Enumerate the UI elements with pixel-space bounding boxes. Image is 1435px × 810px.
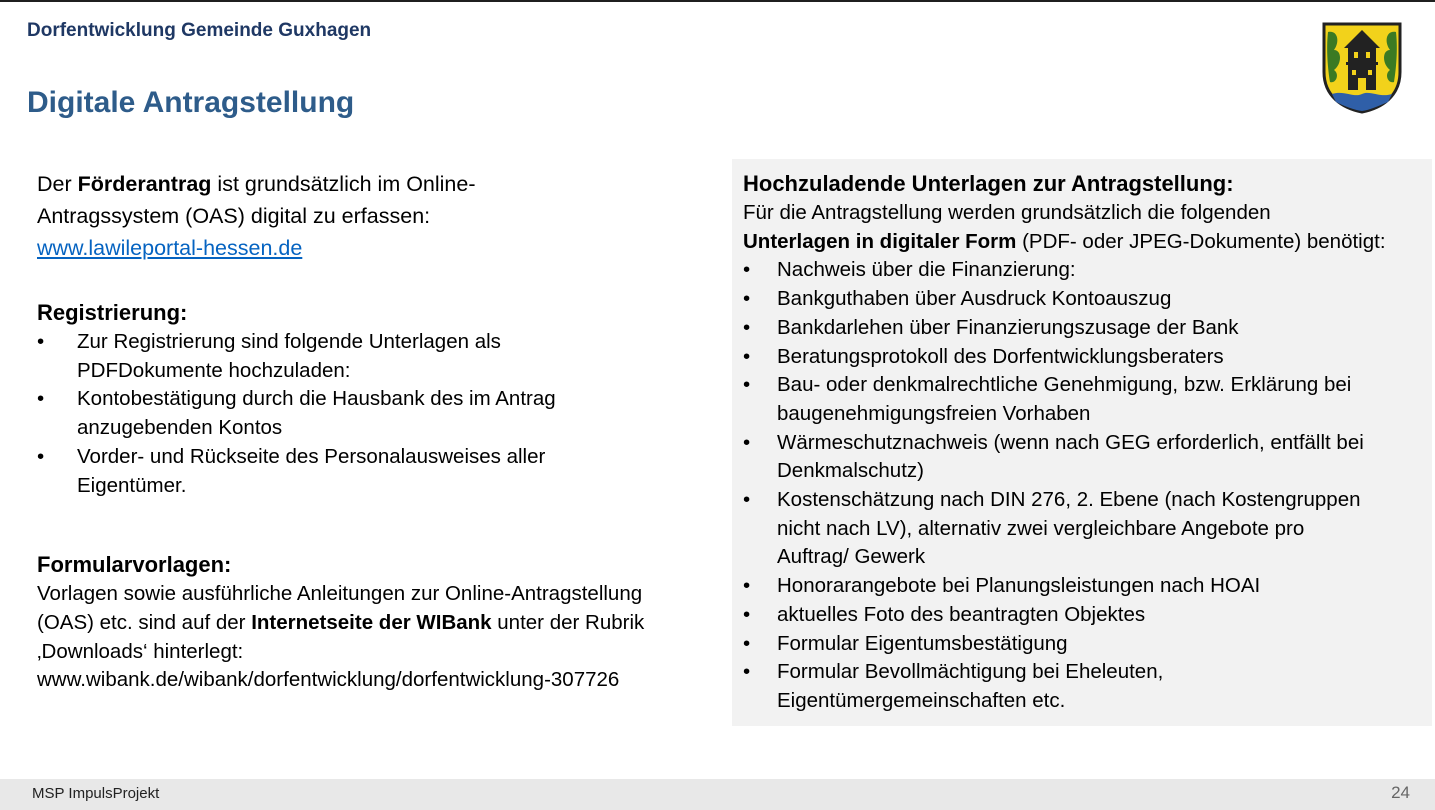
registrierung-list [37,328,707,500]
list-item: • Formular Bevollmächtigung bei Eheleuten, Eigentümergemeinschaften etc. [743,660,1164,712]
page-number: 24 [1391,783,1410,802]
bullet-icon: • [743,430,751,454]
footer-label: MSP ImpulsProjekt [32,785,160,802]
intro-text-1: Der [37,172,78,196]
list-item: • Formular Eigentumsbestätigung [743,630,1428,659]
list-item: • Vorder- und Rückseite des Personalausweises aller Eigentümer. [37,444,546,497]
registrierung-heading: Registrierung: [37,300,188,325]
bullet-icon: • [743,315,751,339]
documents-panel [732,159,1432,726]
bullet-icon: • [743,660,751,684]
top-divider [0,0,1435,2]
intro-paragraph [37,168,707,264]
list-item: • aktuelles Foto des beantragten Objektes [743,601,1428,630]
bullet-icon: • [743,344,751,368]
page-title: Digitale Antragstellung [27,86,355,119]
bullet-icon: • [743,631,751,655]
intro-bold-foerderantrag: Förderantrag [77,172,212,196]
list-item: • Bankdarlehen über Finanzierungszusage der Bank [743,314,1428,343]
list-item: • Bau- oder denkmalrechtliche Genehmigung, bzw. Erklärung bei baugenehmigungsfreien Vorhaben [743,373,1352,425]
list-item: • Kontobestätigung durch die Hausbank des im Antrag anzugebenden Kontos [37,387,556,440]
documents-heading: Hochzuladende Unterlagen zur Antragstellung: [743,171,1234,196]
bullet-icon: • [743,287,751,311]
intro-text-3: Antragssystem (OAS) digital zu erfassen: [37,204,431,228]
list-item: • Honorarangebote bei Planungsleistungen nach HOAI [743,572,1428,601]
wibank-bold: Internetseite der WIBank [251,610,492,634]
documents-intro: Für die Antragstellung werden grundsätzlich die folgenden Unterlagen in digitaler Form (PDF- oder JPEG-Dokumente) benötigt: [743,201,1386,253]
documents-list [743,256,1428,715]
list-item: • Nachweis über die Finanzierung: [743,256,1428,285]
bullet-icon: • [37,444,45,468]
wibank-url: www.wibank.de/wibank/dorfentwicklung/dorfentwicklung-307726 [37,668,620,692]
formularvorlagen-heading: Formularvorlagen: [37,552,232,578]
bullet-icon: • [37,330,45,353]
coat-of-arms-icon [1318,20,1406,114]
list-item: • Zur Registrierung sind folgende Unterlagen als PDFDokumente hochzuladen: [37,330,501,382]
list-item: • Beratungsprotokoll des Dorfentwicklungsberaters [743,343,1428,372]
lawileportal-link[interactable]: www.lawileportal-hessen.de [37,236,303,260]
footer-bar [0,779,1435,810]
bullet-icon: • [743,373,751,397]
intro-text-2: ist grundsätzlich im Online- [211,172,476,196]
list-item: • Wärmeschutznachweis (wenn nach GEG erforderlich, entfällt bei Denkmalschutz) [743,430,1364,483]
bullet-icon: • [743,574,751,598]
bullet-icon: • [743,602,751,626]
bullet-icon: • [37,387,45,411]
bullet-icon: • [743,488,751,512]
org-title: Dorfentwicklung Gemeinde Guxhagen [27,20,372,41]
digital-form-bold: Unterlagen in digitaler Form [743,229,1017,253]
list-item: • Kostenschätzung nach DIN 276, 2. Ebene (nach Kostengruppen nicht nach LV), alternativ zwei vergleichbare Angebote pro Auftrag/ Gewerk [743,488,1361,569]
formularvorlagen-paragraph: Vorlagen sowie ausführliche Anleitungen zur Online-Antragstellung (OAS) etc. sind auf der Internetseite der WIBank unter der Rubrik ‚Downloads‘ hinterlegt: www.wibank.de/wibank/dorfentwicklung/dorfentwicklung-307726 [37,582,645,692]
list-item: • Bankguthaben über Ausdruck Kontoauszug [743,285,1428,314]
left-column [37,168,707,695]
bullet-icon: • [743,258,751,282]
